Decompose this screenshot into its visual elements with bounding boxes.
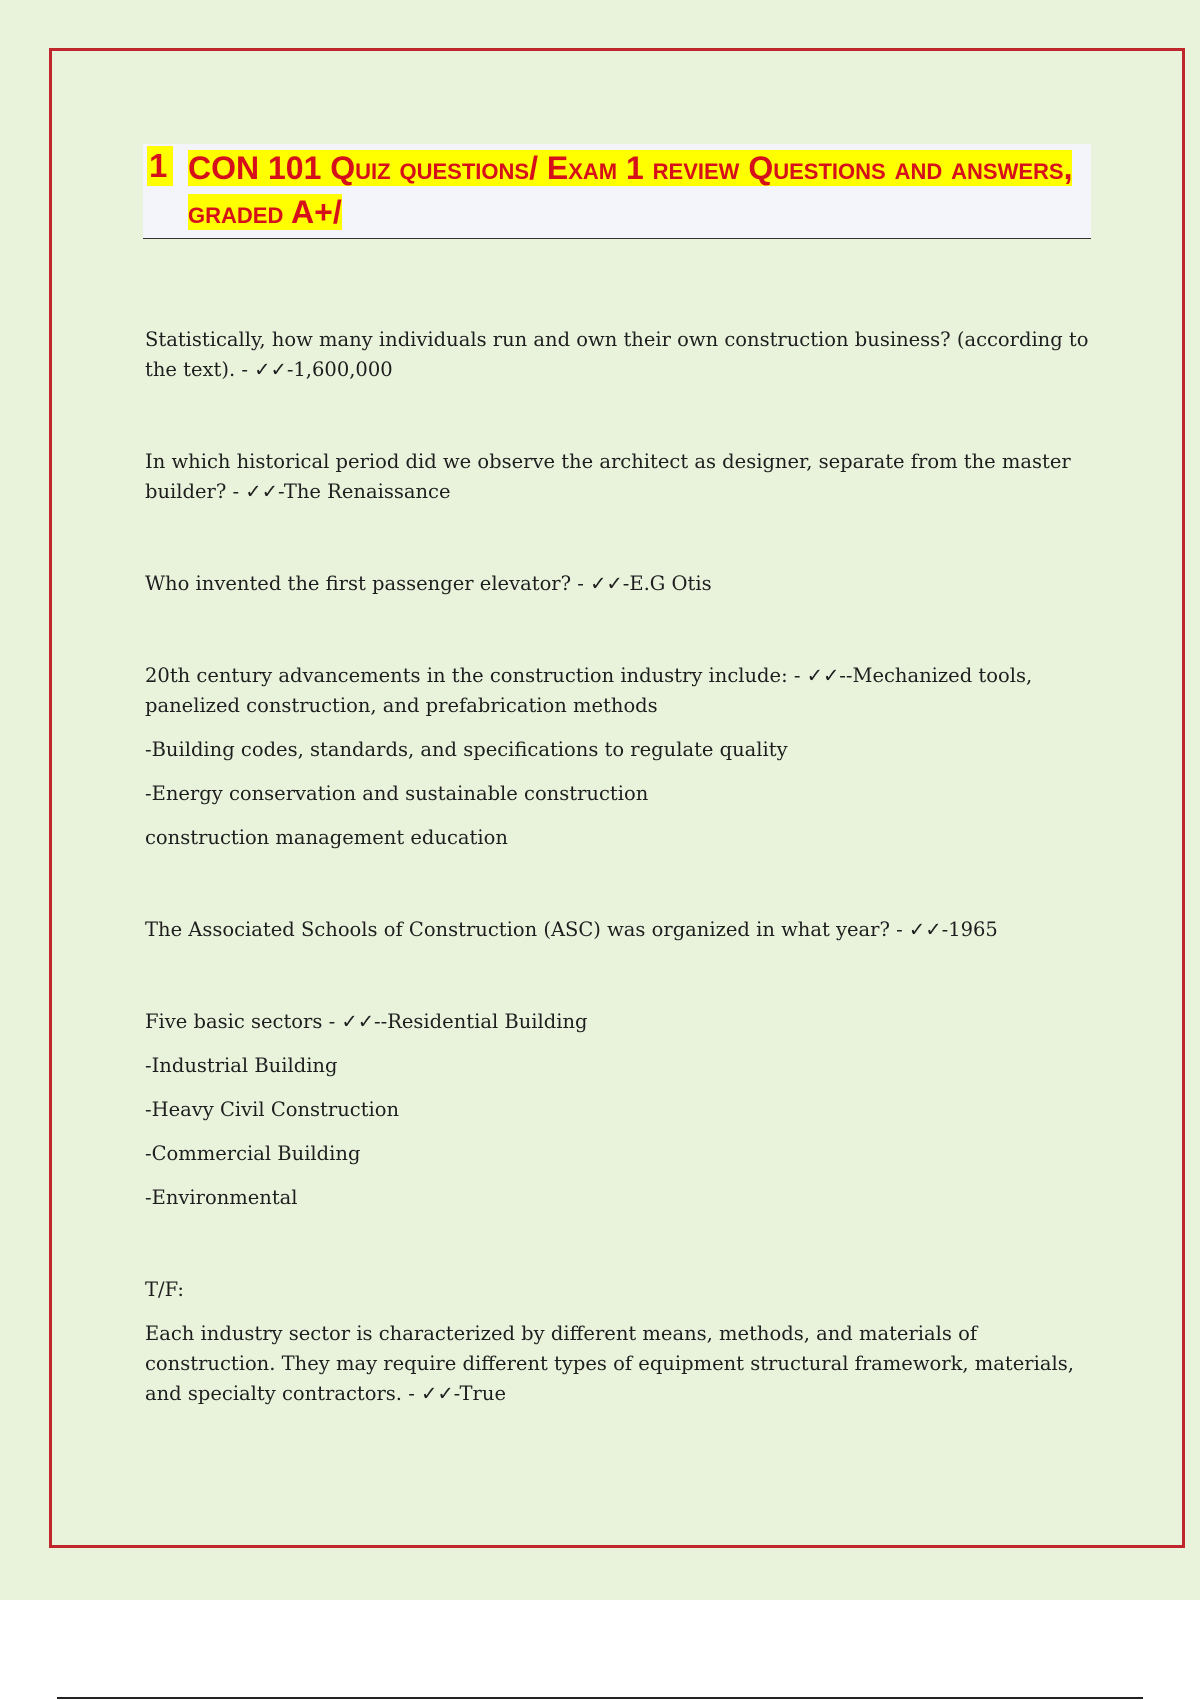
qa-item bbox=[145, 325, 1095, 385]
qa-text: The Associated Schools of Construction (ASC) was organized in what year? - ✓✓-1965 bbox=[145, 918, 998, 941]
qa-item bbox=[145, 915, 1095, 945]
qa-text: In which historical period did we observe the architect as designer, separate from the master builder? - ✓✓-The Renaissance bbox=[145, 450, 1077, 503]
footer-rule bbox=[57, 1697, 1143, 1699]
qa-text: Five basic sectors - ✓✓--Residential Building bbox=[145, 1010, 588, 1033]
heading-number: 1 bbox=[147, 146, 173, 186]
heading-title-text: CON 101 Quiz questions/ Exam 1 review Questions and answers, graded A+/ bbox=[188, 150, 1073, 230]
qa-extra-line: -Building codes, standards, and specifications to regulate quality bbox=[145, 738, 788, 761]
qa-extra-line: -Commercial Building bbox=[145, 1142, 361, 1165]
qa-item bbox=[145, 569, 1095, 599]
document-heading bbox=[143, 144, 1091, 239]
qa-item bbox=[145, 447, 1095, 507]
qa-extra-line: Each industry sector is characterized by different means, methods, and materials of construction. They may require different types of equipment structural framework, materials, and specialty contractors. - ✓✓-True bbox=[145, 1322, 1081, 1405]
qa-item bbox=[145, 1007, 1095, 1213]
qa-extra-line: -Industrial Building bbox=[145, 1054, 338, 1077]
qa-text: T/F: bbox=[145, 1278, 184, 1301]
qa-extra-line: -Environmental bbox=[145, 1186, 298, 1209]
heading-title bbox=[188, 146, 1088, 234]
qa-content bbox=[145, 325, 1095, 1409]
qa-text: Statistically, how many individuals run and own their own construction business? (according to the text). - ✓✓-1,600,000 bbox=[145, 328, 1095, 381]
qa-extra-line: -Energy conservation and sustainable construction bbox=[145, 782, 649, 805]
qa-extra-line: construction management education bbox=[145, 826, 508, 849]
qa-text: Who invented the first passenger elevator? - ✓✓-E.G Otis bbox=[145, 572, 712, 595]
qa-item bbox=[145, 1275, 1095, 1409]
qa-extra-line: -Heavy Civil Construction bbox=[145, 1098, 400, 1121]
qa-text: 20th century advancements in the construction industry include: - ✓✓--Mechanized tools, panelized construction, and prefabrication methods bbox=[145, 664, 1039, 717]
qa-item bbox=[145, 661, 1095, 853]
